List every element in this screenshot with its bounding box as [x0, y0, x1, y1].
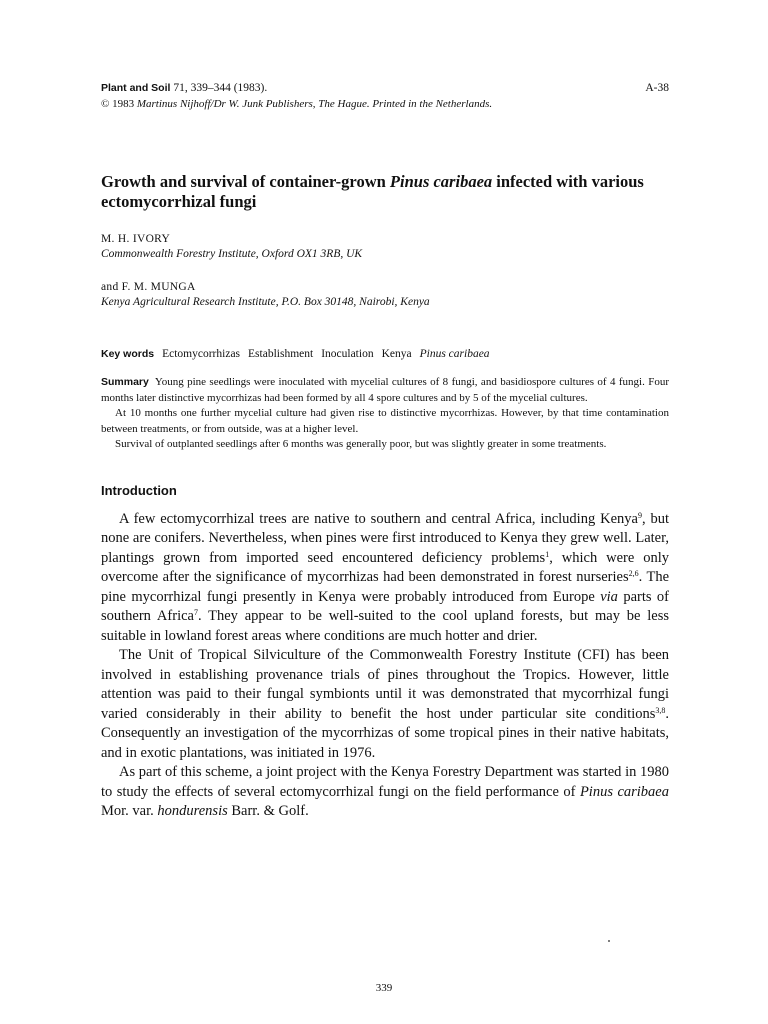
journal-name: Plant and Soil [101, 82, 171, 94]
intro-paragraph-1 [101, 510, 669, 647]
journal-header [101, 80, 669, 96]
speck-mark [608, 940, 610, 942]
text: As part of this scheme, a joint project with the Kenya Forestry Department was started in 1980 to study the effects of several ectomycorrhizal fungi on the field performance of [101, 764, 669, 800]
summary-paragraph-2: At 10 months one further mycelial culture had given rise to distinctive mycorrhizas. However, by that time contamination between treatments, or from outside, was at a higher level. [101, 407, 669, 435]
title-part2: infected with various ectomycorrhizal fungi [101, 172, 644, 211]
citation-ref: 3,8 [655, 705, 666, 715]
author-2: and F. M. MUNGA [101, 281, 196, 293]
keyword: Ectomycorrhizas [162, 348, 241, 360]
page-number: 339 [375, 982, 393, 994]
citation-ref: 2,6 [628, 569, 639, 578]
summary-paragraph-1 [101, 375, 669, 406]
keyword: Kenya [381, 348, 412, 360]
citation-details: 71, 339–344 (1983). [170, 82, 268, 94]
paper-page [101, 80, 669, 822]
title-species: Pinus caribaea [389, 172, 493, 191]
citation-ref: 1 [545, 549, 550, 559]
copyright-symbol: © [101, 98, 110, 110]
text: Barr. & Golf. [227, 803, 309, 819]
reference-code: A-38 [645, 82, 669, 94]
text: parts of southern Africa [101, 588, 669, 624]
citation-ref: 7 [193, 608, 198, 617]
paper-title [101, 172, 669, 212]
keyword: Inoculation [321, 348, 374, 360]
summary-paragraph-3: Survival of outplanted seedlings after 6 months was generally poor, but was slightly greater in some treatments. [115, 438, 607, 450]
text-italic: Pinus caribaea [579, 783, 669, 800]
summary-label: Summary [101, 376, 149, 388]
text: A few ectomycorrhizal trees are native to southern and central Africa, including Kenya [119, 510, 638, 527]
text: . The pine mycorrhizal fungi presently in Kenya were probably introduced from Europe [101, 569, 669, 605]
intro-paragraph-2 [101, 646, 669, 763]
title-part1: Growth and survival of container-grown [101, 172, 390, 191]
summary-text-1: Young pine seedlings were inoculated with mycelial cultures of 8 fungi, and basidiospore cultures of 4 fungi. Four months later distinctive mycorrhizas had been formed by all 4 spore cultures and by 5 of the mycelial cultures. [101, 376, 669, 404]
text: , but none are conifers. Nevertheless, when pines were first introduced to Kenya they grew well. Later, plantings grown from imported seed encountered deficiency problems [101, 510, 670, 566]
affiliation-2: Kenya Agricultural Research Institute, P.O. Box 30148, Nairobi, Kenya [101, 296, 430, 308]
text: The Unit of Tropical Silviculture of the Commonwealth Forestry Institute (CFI) has been involved in establishing provenance trials of pines throughout the Tropics. However, little attention was paid to their fungal symbionts until it was demonstrated that mycorrhizal fungi varied considerably in their ability to benefit the host under particular site conditions [101, 647, 669, 722]
summary [101, 375, 669, 453]
copyright-line [101, 96, 669, 112]
text: Mor. var. [101, 803, 158, 819]
copyright-year: 1983 [109, 98, 137, 110]
keyword-species: Pinus caribaea [419, 348, 490, 360]
text-italic: via [600, 588, 618, 605]
citation [101, 80, 267, 96]
text: , which were only overcome after the significance of mycorrhizas had been demonstrated in forest nurseries [101, 549, 669, 585]
author-1: M. H. IVORY [101, 233, 171, 245]
intro-paragraph-3 [101, 763, 669, 822]
publisher: Martinus Nijhoff/Dr W. Junk Publishers, The Hague. Printed in the Netherlands. [136, 98, 493, 110]
text-italic: hondurensis [157, 803, 228, 819]
affiliation-1: Commonwealth Forestry Institute, Oxford OX1 3RB, UK [101, 248, 363, 260]
section-heading-introduction: Introduction [101, 482, 177, 498]
text: . Consequently an investigation of the mycorrhizas of some tropical pines in their native habitats, and in exotic plantations, was initiated in 1976. [101, 705, 669, 761]
keywords-label: Key words [101, 348, 155, 360]
introduction-body [101, 510, 669, 822]
keyword: Establishment [248, 348, 314, 360]
citation-ref: 9 [637, 510, 642, 520]
keywords [101, 347, 669, 362]
text: . They appear to be well-suited to the cool upland forests, but may be less suitable in lowland forest areas where conditions are much hotter and drier. [101, 608, 669, 644]
